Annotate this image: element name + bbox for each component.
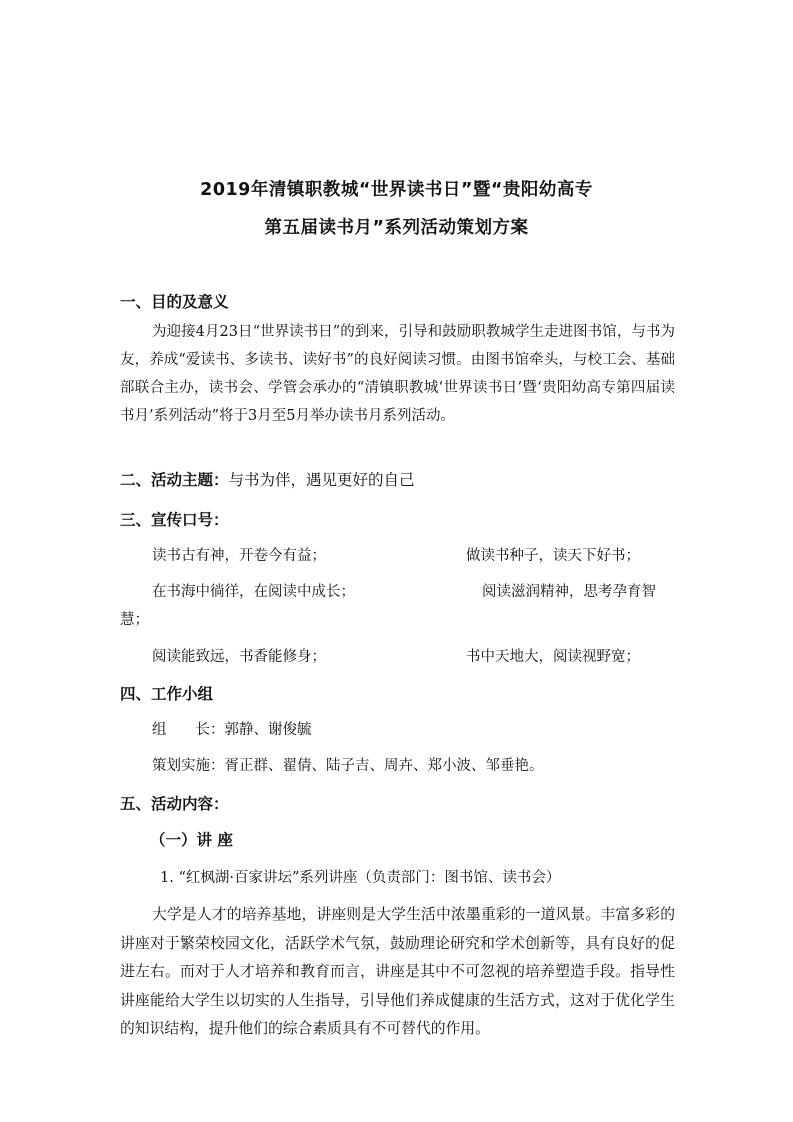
title-line-2: 第五届读书月”系列活动策划方案 [264, 218, 529, 238]
subsection-lectures-heading: （一）讲 座 [150, 831, 233, 849]
slogan: 读书古有神，开卷今有益； [152, 548, 326, 564]
section-2-heading [120, 468, 415, 490]
lecture-description: 大学是人才的培养基地，讲座则是大学生活中浓墨重彩的一道风景。丰富多彩的讲座对于繁荣校园文化，活跃学术气氛，鼓励理论研究和学术创新等，具有良好的促进左右。而对于人才培养和教育而言，讲座是其中不可忽视的培养塑造手段。指导性讲座能给大学生以切实的人生指导，引导他们养成健康的生活方式，这对于优化学生的知识结构，提升他们的综合素质具有不可替代的作用。 [120, 906, 675, 1037]
planner-label: 策划实施： [152, 758, 225, 774]
section-5-heading: 五、活动内容： [120, 795, 229, 813]
section-1-body: 为迎接4月23日“世界读书日”的到来，引导和鼓励职教城学生走进图书馆，与书为友，养成“爱读书、多读书、读好书”的良好阅读习惯。由图书馆牵头，与校工会、基础部联合主办，读书会、学管会承办的“清镇职教城‘世界读书日’暨‘贵阳幼高专第四届读书月’系列活动”将于3月至5月举办读书月系列活动。 [120, 324, 675, 424]
slogan: 书中天地大，阅读视野宽； [466, 649, 640, 665]
slogan: 做读书种子，读天下好书； [466, 548, 640, 564]
slogan: 阅读能致远，书香能修身； [152, 649, 326, 665]
slogan: 阅读滋润精神，思考孕育智 [482, 584, 656, 600]
section-4-heading: 四、工作小组 [120, 685, 214, 703]
slogan-continuation: 慧； [120, 612, 149, 628]
section-1-heading: 一、目的及意义 [120, 293, 229, 311]
title-line-1: 2019年清镇职教城“世界读书日”暨“贵阳幼高专 [200, 180, 593, 200]
team-leader-label: 组 长： [152, 722, 225, 738]
planner-row [152, 754, 544, 775]
section-2-label: 二、活动主题： [120, 471, 229, 489]
team-leader-row [152, 718, 312, 739]
list-item: 1. “红枫湖·百家讲坛”系列讲座（负责部门：图书馆、读书会） [160, 870, 561, 886]
section-3-heading: 三、宣传口号： [120, 511, 229, 529]
slogan: 在书海中徜徉，在阅读中成长； [152, 584, 355, 600]
planner-value: 胥正群、翟倩、陆子吉、周卉、郑小波、邹垂艳。 [224, 758, 544, 774]
activity-theme: 与书为伴，遇见更好的自己 [228, 471, 415, 489]
team-leader-value: 郭静、谢俊毓 [224, 722, 312, 738]
